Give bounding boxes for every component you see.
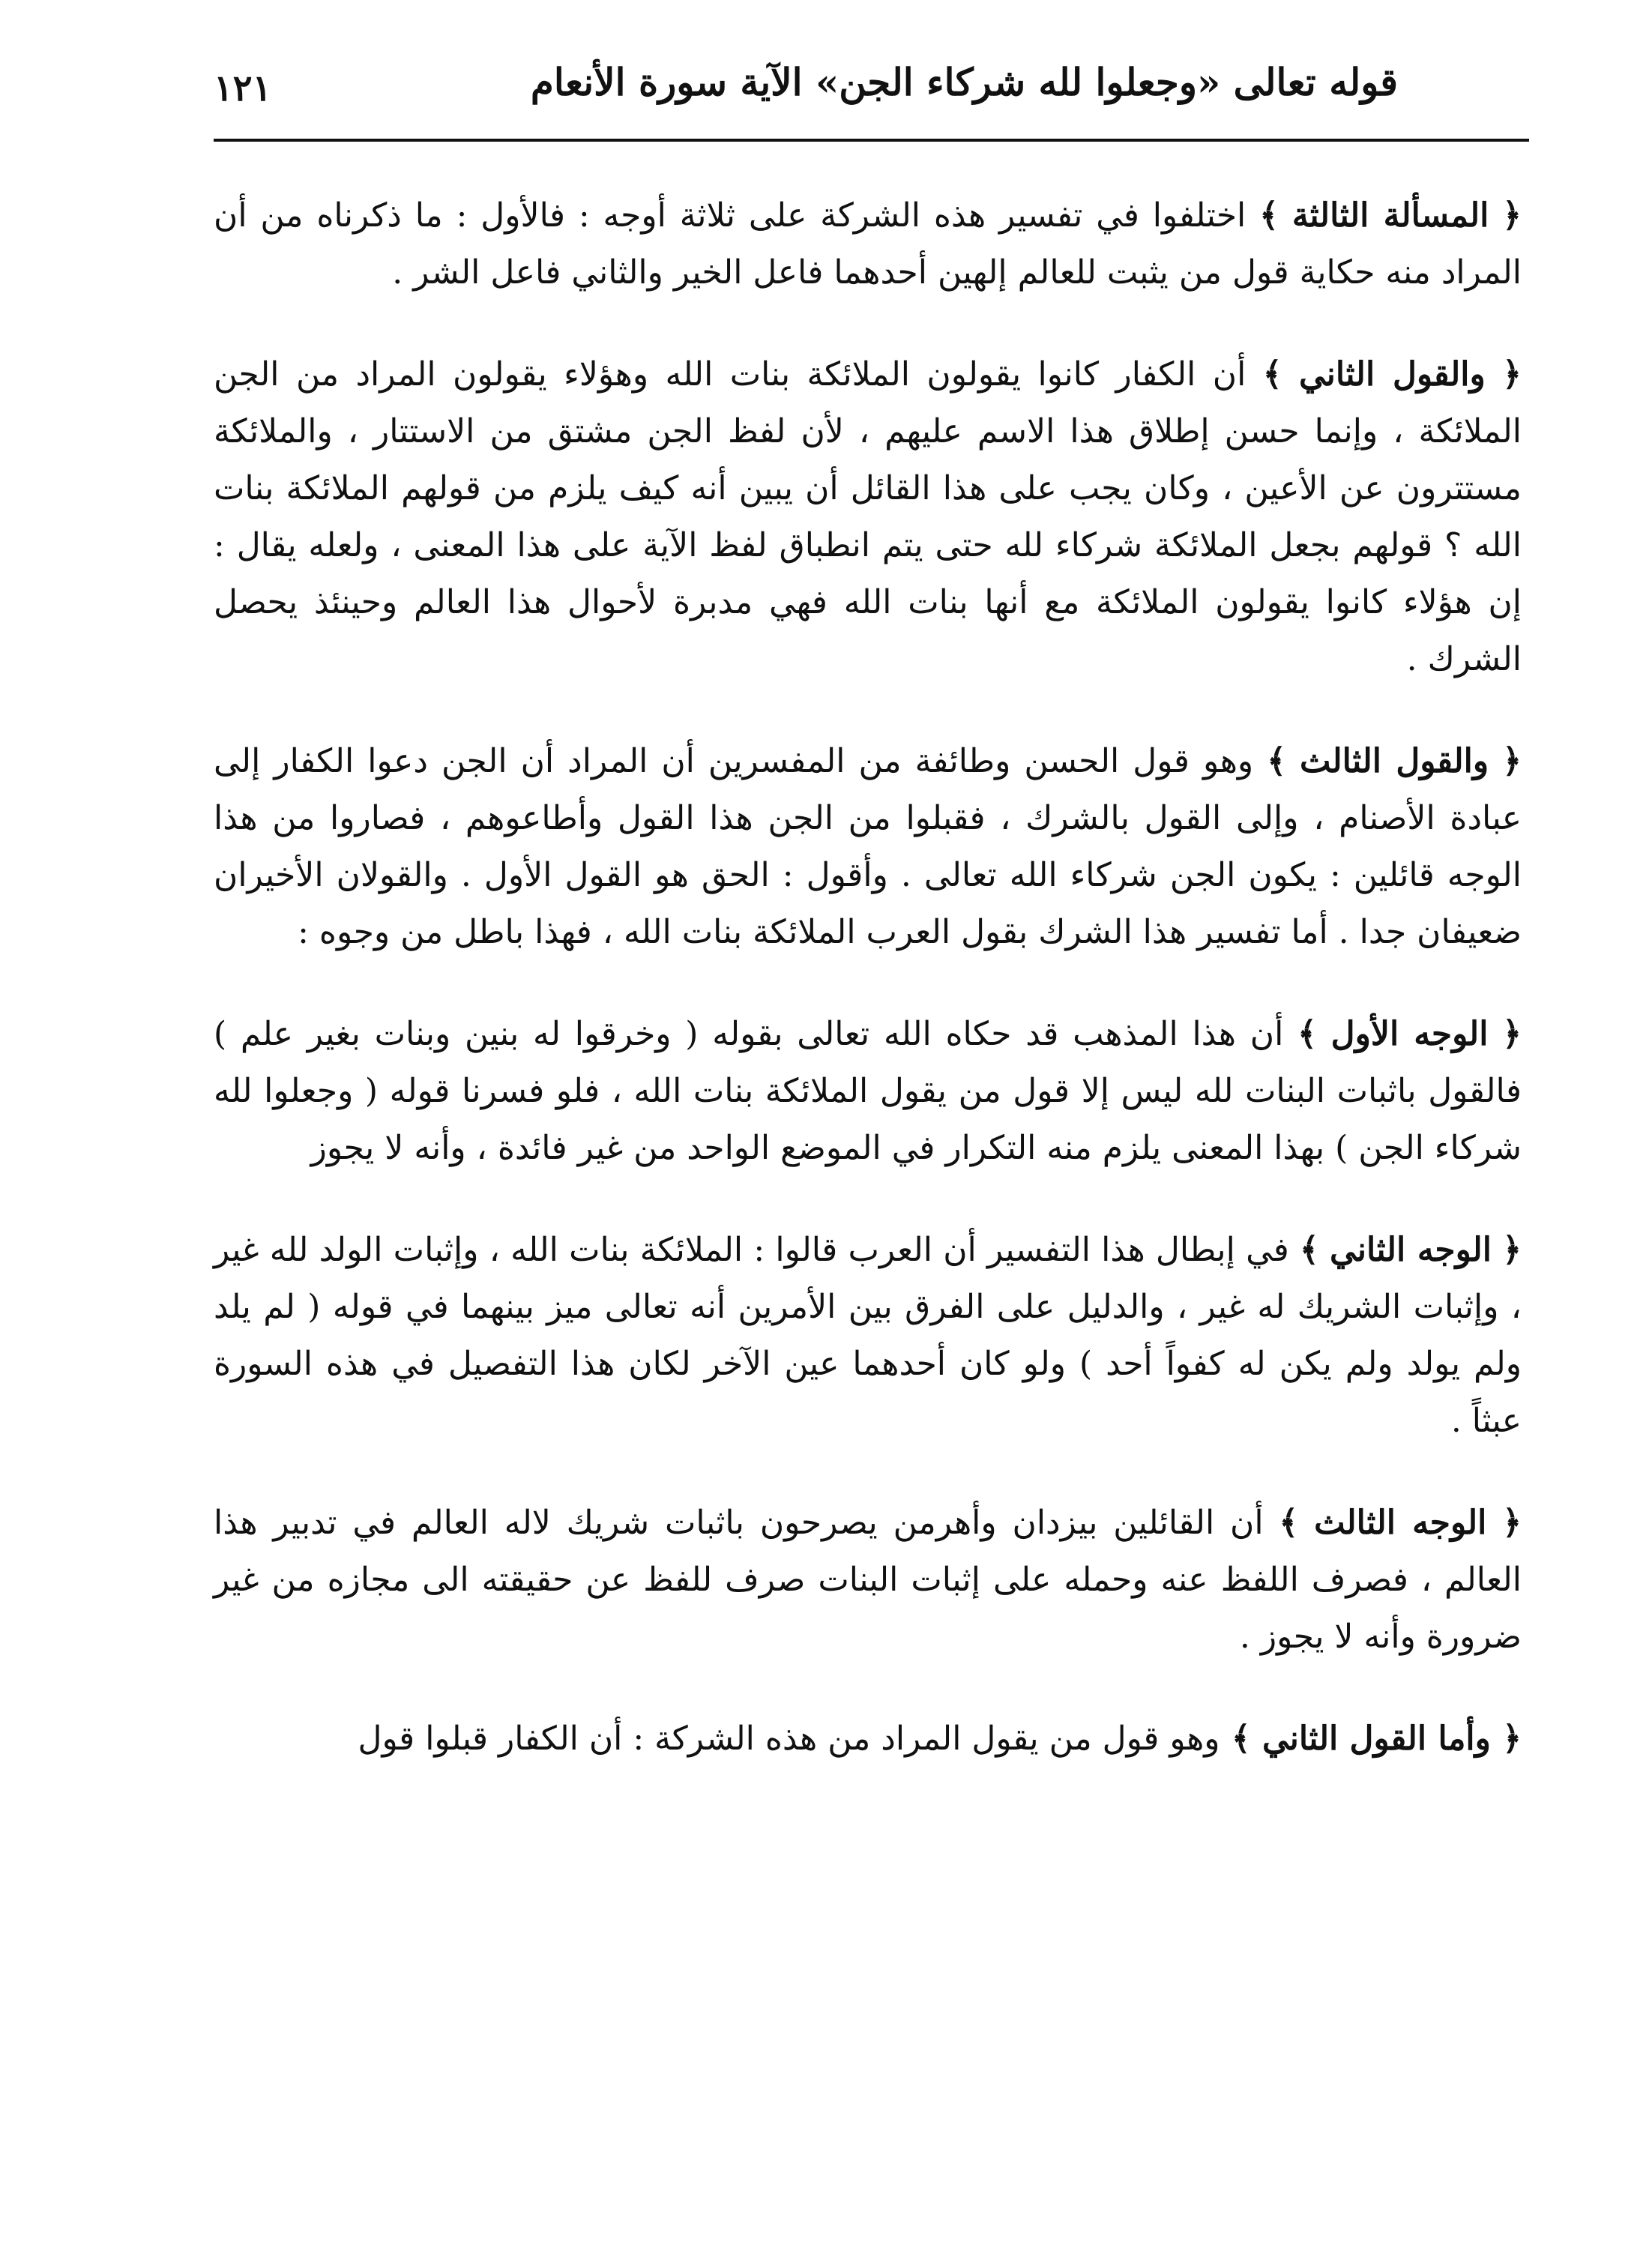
paragraph-wajh-awwal (214, 1006, 1522, 1177)
paragraph-text: في إبطال هذا التفسير أن العرب قالوا : الملائكة بنات الله ، وإثبات الولد لله غير ، وإثبات الشريك له غير ، والدليل على الفرق بين الأمرين أنه تعالى ميز بينهما في قوله ( لم يلد ولم يولد ولم يكن له كفواً أحد ) ولو كان أحدهما عين الآخر لكان هذا التفصيل في هذه السورة عبثاً . (214, 1231, 1522, 1440)
paragraph-masala-thalitha (214, 187, 1522, 301)
paragraph-text: وهو قول من يقول المراد من هذه الشركة : أن الكفار قبلوا قول (358, 1720, 1220, 1758)
ornament-close-bracket: ﴾ (1279, 1504, 1299, 1542)
page-header (214, 52, 1563, 135)
paragraph-qawl-thalith (214, 733, 1522, 961)
header-divider (214, 139, 1529, 142)
section-heading: الوجه الأول (1330, 1015, 1489, 1053)
section-heading: والقول الثالث (1300, 742, 1489, 780)
page-body (214, 187, 1522, 1768)
paragraph-text: أن القائلين بيزدان وأهرمن يصرحون باثبات شريك لاله العالم في تدبير هذا العالم ، فصرف اللفظ عنه وحمله على إثبات البنات صرف للفظ عن حقيقته الى مجازه من غير ضرورة وأنه لا يجوز . (214, 1504, 1522, 1656)
ornament-open-bracket: ﴿ (1502, 742, 1522, 780)
ornament-close-bracket: ﴾ (1262, 355, 1282, 394)
ornament-close-bracket: ﴾ (1231, 1720, 1251, 1758)
paragraph-wajh-thalith (214, 1495, 1522, 1666)
paragraph-text: أن هذا المذهب قد حكاه الله تعالى بقوله ( وخرقوا له بنين وبنات بغير علم ) فالقول باثبات البنات لله ليس إلا قول من يقول الملائكة بنات الله ، فلو فسرنا قوله ( وجعلوا لله شركاء الجن ) بهذا المعنى يلزم منه التكرار في الموضع الواحد من غير فائدة ، وأنه لا يجوز (214, 1015, 1522, 1167)
ornament-close-bracket: ﴾ (1259, 196, 1279, 235)
ornament-close-bracket: ﴾ (1297, 1015, 1317, 1053)
section-heading: الوجه الثالث (1314, 1504, 1487, 1542)
running-title: قوله تعالى «وجعلوا لله شركاء الجن» الآية سورة الأنعام (530, 60, 1398, 104)
paragraph-amma-qawl-thani (214, 1711, 1522, 1768)
ornament-open-bracket: ﴿ (1502, 196, 1522, 235)
section-heading: وأما القول الثاني (1261, 1720, 1491, 1758)
ornament-open-bracket: ﴿ (1502, 1015, 1522, 1053)
paragraph-wajh-thani (214, 1222, 1522, 1450)
paragraph-qawl-thani (214, 346, 1522, 688)
paragraph-text: أن الكفار كانوا يقولون الملائكة بنات الله وهؤلاء يقولون المراد من الجن الملائكة ، وإنما حسن إطلاق هذا الاسم عليهم ، لأن لفظ الجن مشتق من الاستتار ، والملائكة مستترون عن الأعين ، وكان يجب على هذا القائل أن يبين أنه كيف يلزم من قولهم الملائكة بنات الله ؟ قولهم بجعل الملائكة شركاء لله حتى يتم انطباق لفظ الآية على هذا المعنى ، ولعله يقال : إن هؤلاء كانوا يقولون الملائكة مع أنها بنات الله فهي مدبرة لأحوال هذا العالم وحينئذ يحصل الشرك . (214, 355, 1522, 678)
ornament-open-bracket: ﴿ (1502, 1720, 1522, 1758)
ornament-close-bracket: ﴾ (1267, 742, 1286, 780)
section-heading: والقول الثاني (1298, 355, 1486, 394)
paragraph-text: وهو قول الحسن وطائفة من المفسرين أن المراد أن الجن دعوا الكفار إلى عبادة الأصنام ، وإلى القول بالشرك ، فقبلوا من الجن هذا القول وأطاعوهم ، فصاروا من هذا الوجه قائلين : يكون الجن شركاء الله تعالى . وأقول : الحق هو القول الأول . والقولان الأخيران ضعيفان جدا . أما تفسير هذا الشرك بقول العرب الملائكة بنات الله ، فهذا باطل من وجوه : (214, 742, 1522, 951)
section-heading: الوجه الثاني (1330, 1231, 1492, 1269)
ornament-open-bracket: ﴿ (1502, 1504, 1522, 1542)
page-number: ١٢١ (214, 67, 272, 109)
ornament-open-bracket: ﴿ (1502, 1231, 1522, 1269)
section-heading: المسألة الثالثة (1291, 196, 1489, 235)
paragraph-text: اختلفوا في تفسير هذه الشركة على ثلاثة أوجه : فالأول : ما ذكرناه من أن المراد منه حكاية قول من يثبت للعالم إلهين أحدهما فاعل الخير والثاني فاعل الشر . (214, 196, 1522, 292)
ornament-close-bracket: ﴾ (1300, 1231, 1319, 1269)
ornament-open-bracket: ﴿ (1502, 355, 1522, 394)
